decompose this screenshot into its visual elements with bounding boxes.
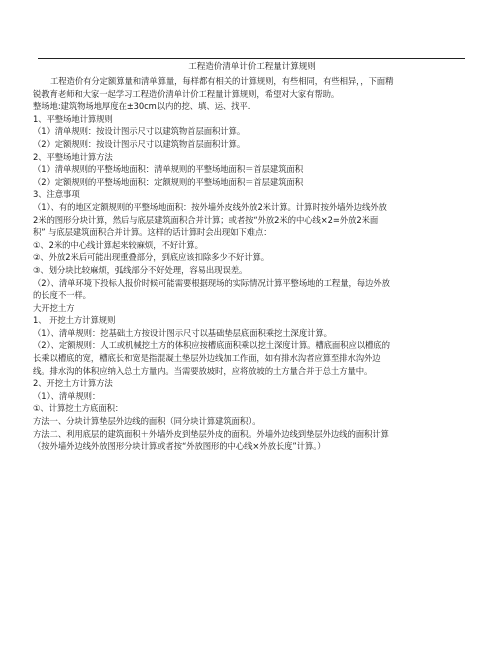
paragraph: 线。排水沟的体积应纳入总土方量内。当需要放坡时，应将放坡的土方量合并于总土方量中。: [33, 365, 373, 376]
section-heading: 1、 开挖土方计算规则: [33, 315, 116, 326]
list-item: ③、划分块比较麻烦，弧线部分不好处理，容易出现误差。: [33, 264, 248, 275]
paragraph: 工程造价有分定额算量和清单算量，每样都有相关的计算规则，有些相同，有些相异，，下面精: [50, 76, 394, 86]
section-heading: 大开挖土方: [33, 302, 75, 313]
paragraph: 长乘以槽底的宽，槽底长和宽是指混凝土垫层外边线加工作面，如有排水沟者应算至排水沟外边: [33, 353, 381, 364]
paragraph: （1）、清单规则：挖基础土方按设计图示尺寸以基础垫层底面积乘挖土深度计算。: [33, 327, 332, 338]
document-title: 工程造价清单计价工程量计算规则: [188, 62, 316, 72]
list-item: ①、2米的中心线计算起来较麻烦，不好计算。: [33, 239, 203, 250]
paragraph: （2）、清单环境下投标人报价时候可能需要根据现场的实际情况计算平整场地的工程量，每边外放: [33, 277, 390, 288]
header-rule: [38, 58, 465, 59]
paragraph: 方法一、分块计算垫层外边线的面积（同分块计算建筑面积）。: [33, 416, 261, 427]
section-heading: 3、注意事项: [33, 189, 80, 200]
paragraph: 2米的图形分块计算，然后与底层建筑面积合并计算；或者按“外放2米的中心线×2=外放2米面: [33, 214, 379, 225]
paragraph: 整场地:建筑物场地厚度在±30cm以内的挖、填、运、找平.: [33, 101, 251, 112]
paragraph: （2）定额规则：按设计图示尺寸以建筑物首层面积计算。: [33, 138, 246, 149]
section-heading: 2、平整场地计算方法: [33, 151, 113, 162]
list-item: ②、外放2米后可能出现重叠部分，到底应该扣除多少不好计算。: [33, 252, 270, 263]
paragraph: （2）定额规则的平整场地面积：定额规则的平整场地面积＝首层建筑面积: [33, 176, 304, 187]
paragraph: （1）清单规则的平整场地面积：清单规则的平整场地面积＝首层建筑面积: [33, 164, 304, 175]
paragraph: 锐教育老师和大家一起学习工程造价清单计价工程量计算规则，希望对大家有帮助。: [33, 88, 340, 99]
list-item: ①、计算挖土方底面积：: [33, 403, 124, 414]
paragraph: （1）、清单规则：: [33, 390, 101, 401]
paragraph: 的长度不一样。: [33, 290, 91, 301]
section-heading: 2、开挖土方计算方法: [33, 378, 113, 389]
paragraph: （1）、有的地区定额规则的平整场地面积：按外墙外皮线外放2米计算。计算时按外墙外边线外放: [33, 201, 387, 212]
paragraph: （按外墙外边线外放图形分块计算或者按“外放图形的中心线×外放长度”计算。）: [33, 441, 326, 452]
paragraph: （1）清单规则：按设计图示尺寸以建筑物首层面积计算。: [33, 126, 246, 137]
paragraph: 积” 与底层建筑面积合并计算。这样的话计算时会出现如下难点：: [33, 227, 272, 238]
paragraph: （2）、定额规则：人工或机械挖土方的体积应按槽底面积乘以挖土深度计算。槽底面积应以槽底的: [33, 340, 390, 351]
section-heading: 1、平整场地计算规则: [33, 113, 113, 124]
paragraph: 方法二、利用底层的建筑面积＋外墙外皮到垫层外皮的面积。外墙外边线到垫层外边线的面积计算: [33, 428, 389, 439]
document-body: [33, 61, 471, 453]
